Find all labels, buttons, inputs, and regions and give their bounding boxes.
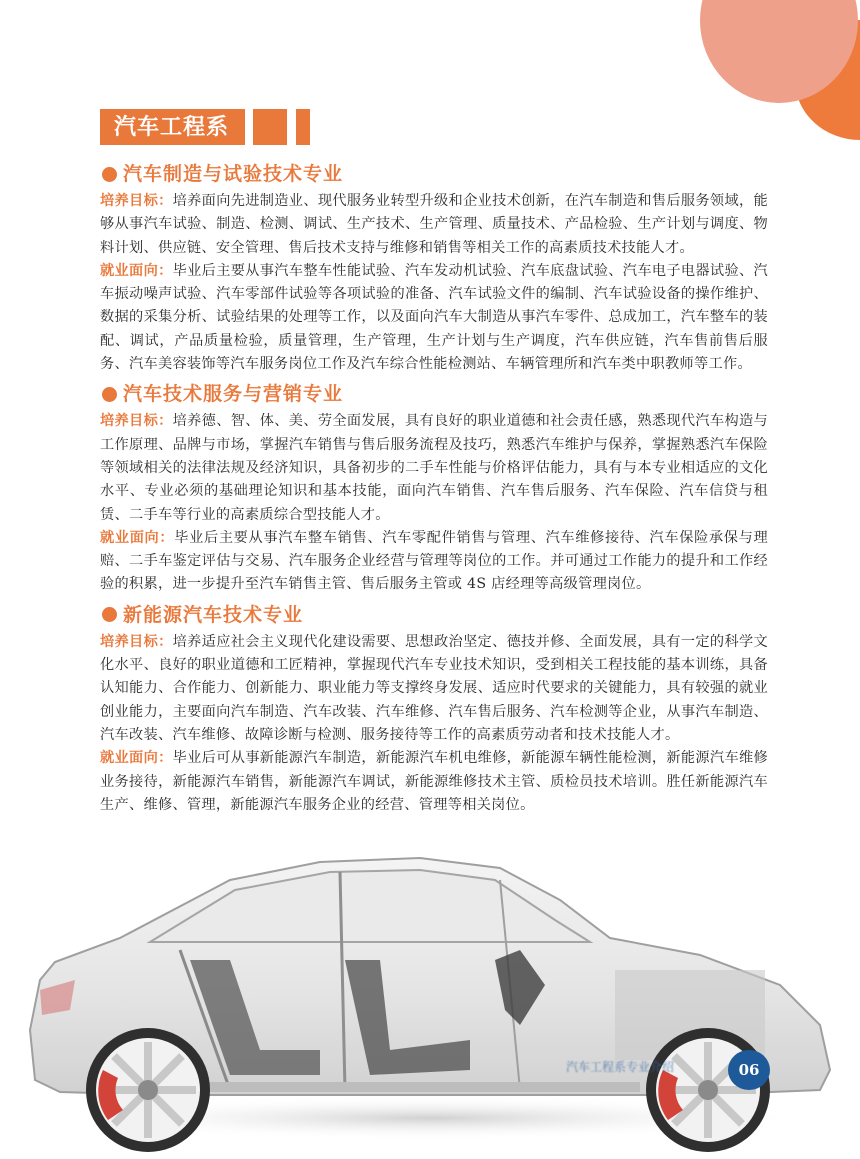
major-title-text: 汽车技术服务与营销专业	[123, 383, 344, 406]
majors-content	[100, 158, 768, 817]
header-decor-bar	[296, 109, 310, 145]
goal-text: 培养面向先进制造业、现代服务业转型升级和企业技术创新，在汽车制造和售后服务领域，能够从事汽车试验、制造、检测、调试、生产技术、生产管理、质量技术、产品检验、生产计划与调度、物料计划、供应链、安全管理、售后技术支持与维修和销售等相关工作的高素质技术技能人才。	[100, 193, 768, 256]
bullet-dot-icon	[102, 167, 117, 182]
training-goal	[100, 631, 768, 747]
employment-direction	[100, 527, 768, 597]
employment-direction	[100, 260, 768, 376]
major-title	[100, 378, 768, 410]
major-title	[100, 599, 768, 631]
header-decor-block	[253, 109, 287, 145]
major-section	[100, 158, 768, 376]
goal-label: 培养目标：	[100, 193, 173, 209]
job-text: 毕业后可从事新能源汽车制造，新能源汽车机电维修，新能源车辆性能检测，新能源汽车维修业务接待，新能源汽车销售，新能源汽车调试，新能源维修技术主管、质检员技术培训。胜任新能源汽车生产、维修、管理，新能源汽车服务企业的经营、管理等相关岗位。	[100, 750, 768, 813]
major-title-text: 新能源汽车技术专业	[123, 603, 304, 626]
major-title	[100, 158, 768, 190]
car-illustration	[0, 850, 860, 1155]
job-label: 就业面向：	[100, 262, 173, 279]
department-title: 汽车工程系	[100, 109, 245, 145]
goal-label: 培养目标：	[100, 633, 173, 650]
training-goal	[100, 190, 768, 260]
goal-text: 培养适应社会主义现代化建设需要、思想政治坚定、德技并修、全面发展，具有一定的科学文化水平、良好的职业道德和工匠精神，掌握现代汽车专业技术知识，受到相关工程技能的基本训练，具备认知能力、合作能力、创新能力、职业能力等支撑终身发展、适应时代要求的关键能力，具有较强的就业创业能力，主要面向汽车制造、汽车改装、汽车维修、汽车售后服务、汽车检测等企业，从事汽车制造、汽车改装、汽车维修、故障诊断与检测、服务接待等工作的高素质劳动者和技术技能人才。	[100, 633, 768, 743]
employment-direction	[100, 747, 768, 817]
page-number-badge: 06	[728, 1050, 770, 1090]
bullet-dot-icon	[102, 387, 117, 402]
major-title-text: 汽车制造与试验技术专业	[123, 163, 344, 185]
department-header	[100, 109, 310, 145]
bullet-dot-icon	[102, 607, 117, 622]
footer-caption: 汽车工程系专业介绍	[566, 1060, 675, 1074]
training-goal	[100, 410, 768, 526]
job-text: 毕业后主要从事汽车整车销售、汽车零配件销售与管理、汽车维修接待、汽车保险承保与理赔、二手车鉴定评估与交易、汽车服务企业经营与管理等岗位的工作。并可通过工作能力的提升和工作经验的积累，进一步提升至汽车销售主管、售后服务主管或 4S 店经理等高级管理岗位。	[100, 529, 768, 593]
job-label: 就业面向：	[100, 750, 173, 767]
goal-text: 培养德、智、体、美、劳全面发展，具有良好的职业道德和社会责任感，熟悉现代汽车构造与工作原理、品牌与市场，掌握汽车销售与售后服务流程及技巧，熟悉汽车维护与保养，掌握熟悉汽车保险等领域相关的法律法规及经济知识，具备初步的二手车性能与价格评估能力，具有与本专业相适应的文化水平、专业必须的基础理论知识和基本技能，面向汽车销售、汽车售后服务、汽车保险、汽车信贷与租赁、二手车等行业的高素质综合型技能人才。	[100, 413, 768, 523]
goal-label: 培养目标：	[100, 413, 173, 430]
job-label: 就业面向：	[100, 529, 175, 546]
job-text: 毕业后主要从事汽车整车性能试验、汽车发动机试验、汽车底盘试验、汽车电子电器试验、汽车振动噪声试验、汽车零部件试验等各项试验的准备、汽车试验文件的编制、汽车试验设备的操作维护、数据的采集分析、试验结果的处理等工作，以及面向汽车大制造从事汽车零件、总成加工，汽车整车的装配、调试，产品质量检验，质量管理，生产管理，生产计划与生产调度，汽车供应链，汽车售前售后服务、汽车美容装饰等汽车服务岗位工作及汽车综合性能检测站、车辆管理所和汽车类中职教师等工作。	[100, 262, 768, 373]
major-section	[100, 378, 768, 596]
major-section	[100, 599, 768, 817]
